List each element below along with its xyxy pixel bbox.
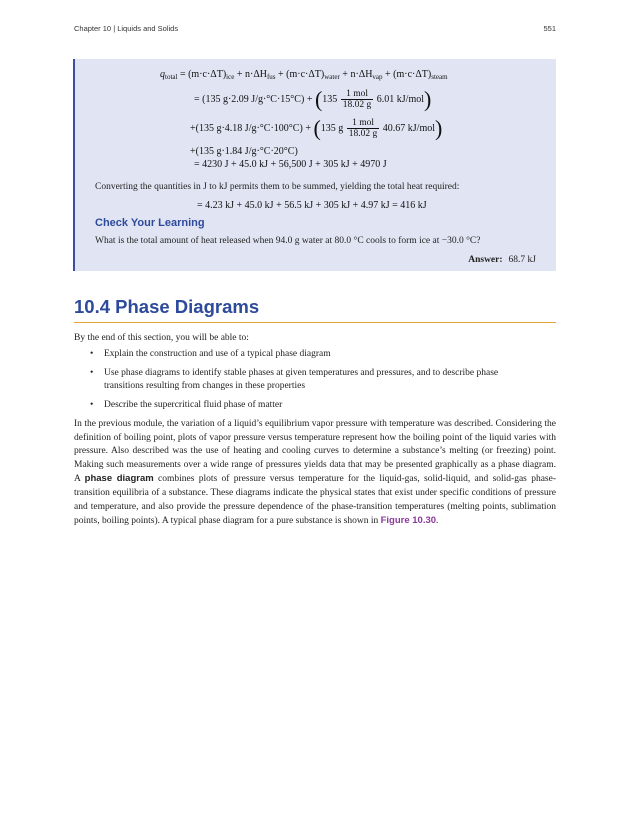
answer-line	[468, 255, 536, 265]
objective-item: • Use phase diagrams to identify stable phases at given temperatures and pressures, and to describe phase transitions resulting from changes in these properties	[90, 367, 540, 393]
figure-link[interactable]: Figure 10.30	[380, 515, 437, 527]
check-question: What is the total amount of heat released when 94.0 g water at 80.0 °C cools to form ice at −30.0 °C?	[95, 236, 481, 246]
key-term-phase-diagram: phase diagram	[84, 473, 154, 485]
section-title: 10.4 Phase Diagrams	[74, 296, 556, 323]
running-head	[74, 24, 556, 33]
check-your-learning-heading: Check Your Learning	[95, 217, 205, 229]
fraction-mol-per-g: $\frac{\text{1 mol}}{18.02 g}$	[348, 118, 378, 139]
page-number: 551	[543, 24, 556, 33]
chapter-title: Chapter 10 | Liquids and Solids	[74, 24, 179, 33]
learning-objectives	[90, 348, 540, 418]
equation-sum-kj: = 4.23 kJ + 45.0 kJ + 56.5 kJ + 305 kJ + 4.97 kJ = 416 kJ	[197, 200, 427, 211]
equation-total-heat: $q_{total} = (m\cdot c\cdot\Delta T)_{ice} + n\cdot\Delta H_{fus} + (m\cdot c\cdot\Delta T)_{water} + n\cdot\Delta H_{vap} + (m\cdot c\cdot\Delta T)_{steam}$	[160, 69, 448, 81]
equation-line-2: = (135 g·2.09 J/g·°C·15°C) + (135 $\frac{\text{1 mol}}{18.02 g}$ 6.01 kJ/mol)	[194, 86, 432, 112]
example-box	[73, 59, 556, 271]
equation-line-3: +(135 g·4.18 J/g·°C·100°C) + (135 g $\frac{\text{1 mol}}{18.02 g}$ 40.67 kJ/mol)	[190, 115, 443, 141]
objectives-intro: By the end of this section, you will be able to:	[74, 333, 249, 343]
objective-item: • Explain the construction and use of a typical phase diagram	[90, 348, 540, 361]
equation-line-5: = 4230 J + 45.0 kJ + 56,500 J + 305 kJ + 4970 J	[194, 159, 387, 170]
fraction-mol-per-g: $\frac{\text{1 mol}}{18.02 g}$	[342, 89, 372, 110]
answer-label: Answer:	[468, 255, 503, 265]
answer-value: 68.7 kJ	[508, 255, 536, 265]
converting-text: Converting the quantities in J to kJ permits them to be summed, yielding the total heat required:	[95, 182, 460, 192]
body-paragraph: In the previous module, the variation of a liquid’s equilibrium vapor pressure with temperature was described. Considering the definition of boiling point, plots of vapor pressure versus temperature represent how the boiling point of the liquid varies with pressure. Also described was the use of heating and cooling curves to determine a substance’s melting (or freezing) point. Making such measurements over a wide range of pressures yields data that may be presented graphically as a phase diagram. A phase diagram combines plots of pressure versus temperature for the liquid-gas, solid-liquid, and solid-gas phase-transition equilibria of a substance. These diagrams indicate the physical states that exist under specific conditions of pressure and temperature, and also provide the pressure dependence of the phase-transition temperatures (melting points, sublimation points, boiling points). A typical phase diagram for a pure substance is shown in Figure 10.30.	[74, 419, 556, 527]
objective-item: • Describe the supercritical fluid phase of matter	[90, 399, 540, 412]
equation-line-4: +(135 g·1.84 J/g·°C·20°C)	[190, 146, 298, 157]
